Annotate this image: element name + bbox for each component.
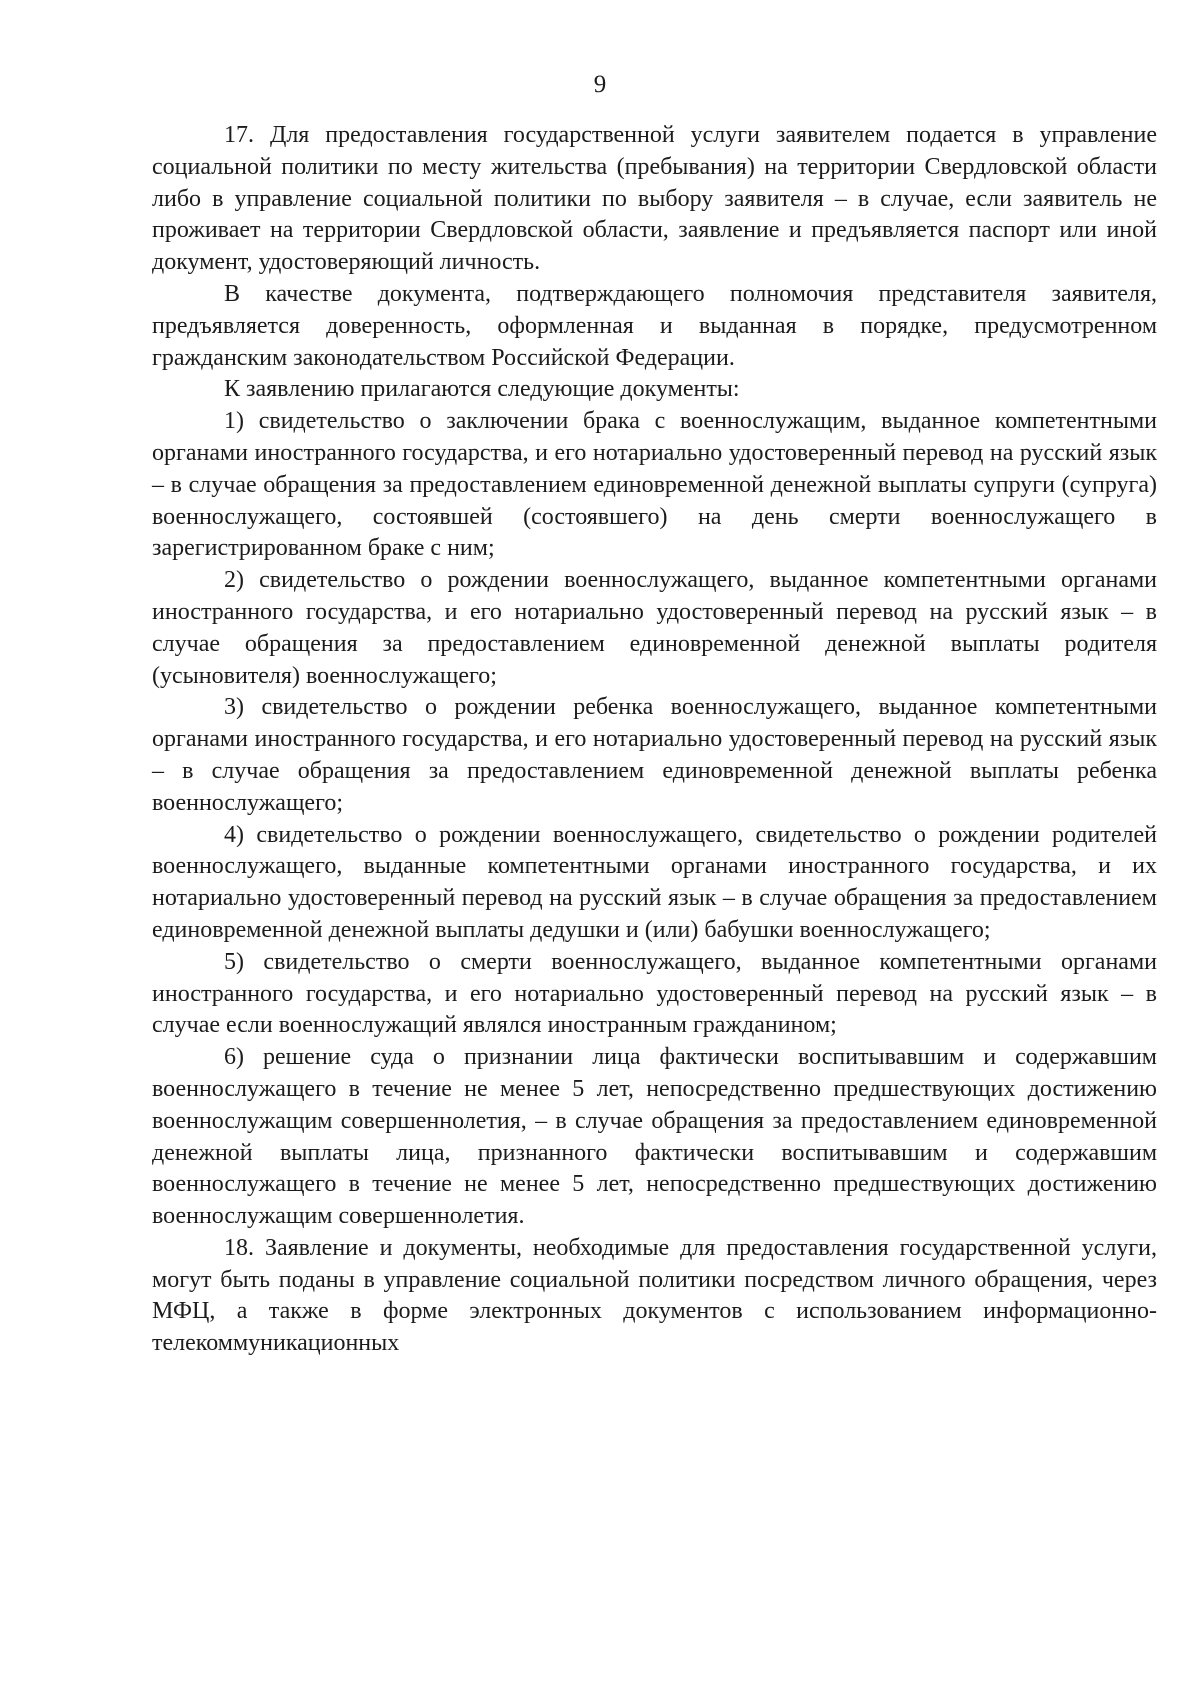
list-item-5: 5) свидетельство о смерти военнослужащего, выданное компетентными органами иностранного государства, и его нотариально удостоверенный перевод на русский язык – в случае если военнослужащий являлся иностранным гражданином; — [152, 948, 1157, 1039]
list-item-4: 4) свидетельство о рождении военнослужащего, свидетельство о рождении родителей военнослужащего, выданные компетентными органами иностранного государства, и их нотариально удостоверенный перевод на русский язык – в случае обращения за предоставлением единовременной денежной выплаты дедушки и (или) бабушки военнослужащего; — [152, 821, 1157, 943]
paragraph-attached-documents-heading: К заявлению прилагаются следующие документы: — [224, 376, 740, 403]
paragraph-representative: В качестве документа, подтверждающего полномочия представителя заявителя, предъявляется доверенность, оформленная и выданная в порядке, предусмотренном гражданским законодательством Российской Федерации. — [152, 280, 1157, 371]
document-body — [152, 120, 1157, 1360]
list-item-6: 6) решение суда о признании лица фактически воспитывавшим и содержавшим военнослужащего в течение не менее 5 лет, непосредственно предшествующих достижению военнослужащим совершеннолетия, – в случае обращения за предоставлением единовременной денежной выплаты лица, признанного фактически воспитывавшим и содержавшим военнослужащего в течение не менее 5 лет, непосредственно предшествующих достижению военнослужащим совершеннолетия. — [152, 1044, 1157, 1230]
list-item-2: 2) свидетельство о рождении военнослужащего, выданное компетентными органами иностранного государства, и его нотариально удостоверенный перевод на русский язык – в случае обращения за предоставлением единовременной денежной выплаты родителя (усыновителя) военнослужащего; — [152, 567, 1157, 689]
paragraph-17-intro: 17. Для предоставления государственной услуги заявителем подается в управление социальной политики по месту жительства (пребывания) на территории Свердловской области либо в управление социальной политики по выбору заявителя – в случае, если заявитель не проживает на территории Свердловской области, заявление и предъявляется паспорт или иной документ, удостоверяющий личность. — [152, 122, 1157, 276]
list-item-1: 1) свидетельство о заключении брака с военнослужащим, выданное компетентными органами иностранного государства, и его нотариально удостоверенный перевод на русский язык – в случае обращения за предоставлением единовременной денежной выплаты супруги (супруга) военнослужащего, состоявшей (состоявшего) на день смерти военнослужащего в зарегистрированном браке с ним; — [152, 408, 1157, 562]
paragraph-18: 18. Заявление и документы, необходимые для предоставления государственной услуги, могут быть поданы в управление социальной политики посредством личного обращения, через МФЦ, а также в форме электронных документов с использованием информационно-телекоммуникационных — [152, 1234, 1157, 1357]
list-item-3: 3) свидетельство о рождении ребенка военнослужащего, выданное компетентными органами иностранного государства, и его нотариально удостоверенный перевод на русский язык – в случае обращения за предоставлением единовременной денежной выплаты ребенка военнослужащего; — [152, 694, 1157, 816]
page-number: 9 — [593, 71, 607, 98]
